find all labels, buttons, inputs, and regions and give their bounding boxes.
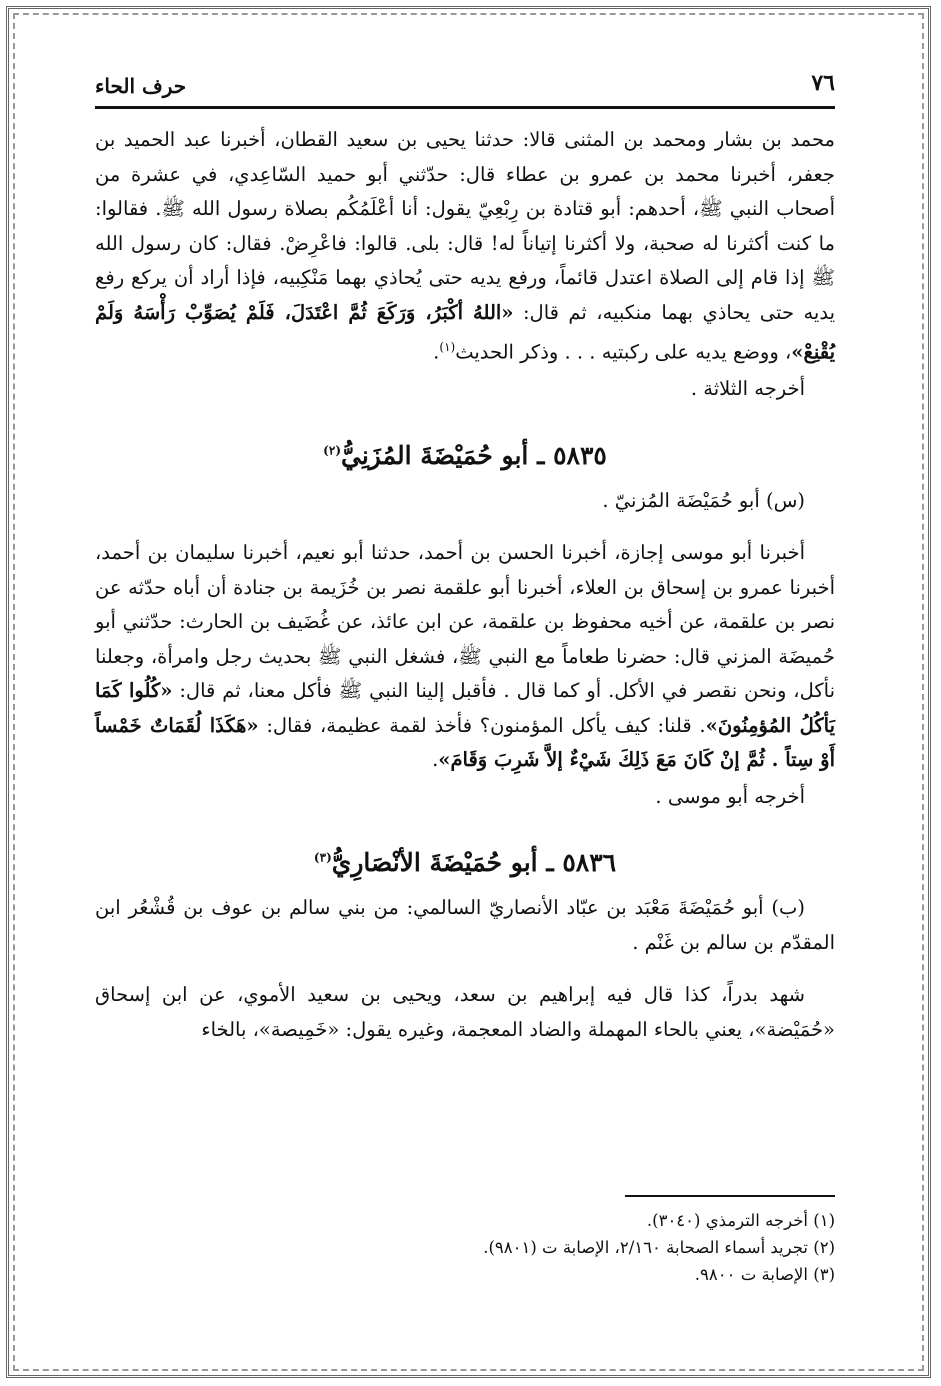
- footnote-mark-2: (٢): [323, 443, 341, 458]
- footnote-mark-3: (٣): [313, 850, 332, 865]
- entry-title-5836: [95, 848, 835, 877]
- page-header: [95, 70, 835, 109]
- intro-quote: «اللهُ أكْبَرُ، وَرَكَعَ ثُمَّ اعْتَدَلَ، فَلَمْ يُصَوِّبْ رَأْسَهُ وَلَمْ يُقْنِعْ»: [95, 300, 835, 364]
- entry-title-text: ٥٨٣٥ ـ أبو حُمَيْضَةَ المُزَنِيُّ: [341, 440, 607, 470]
- intro-source: أخرجه الثلاثة .: [690, 377, 805, 400]
- intro-tail: ، ووضع يديه على ركبتيه . . . وذكر الحديث: [455, 340, 792, 364]
- intro-paragraph: [95, 123, 835, 370]
- entry-body-end: .: [432, 748, 439, 771]
- intro-end: .: [433, 340, 440, 364]
- footnote-3: (٣) الإصابة ت ٩٨٠٠.: [694, 1265, 835, 1284]
- entry-title-text: ٥٨٣٦ ـ أبو حُمَيْضَةَ الأنْصَارِيُّ: [331, 848, 617, 877]
- entry-lead: (س) أبو حُمَيْضَة المُزنيّ .: [602, 488, 805, 512]
- page-number: ٧٦: [811, 70, 835, 96]
- footnotes: [95, 1195, 835, 1288]
- running-title: حرف الحاء: [95, 74, 187, 98]
- footnote-mark-1: (١): [439, 340, 456, 354]
- entry-body: شهد بدراً، كذا قال فيه إبراهيم بن سعد، ويحيى بن سعيد الأموي، عن ابن إسحاق «حُمَيْضة»، يعني بالحاء المهملة والضاد المعجمة، وغيره يقول: «خَمِيصة»، بالخاء: [95, 983, 835, 1041]
- entry-lead: (ب) أبو حُمَيْضَةَ مَعْبَد بن عبّاد الأنصاريّ السالمي: من بني سالم بن عوف بن قُشْعُر ابن المقدّم بن سالم بن غَنْم .: [95, 896, 835, 954]
- hadith-quote-2: «هَكَذَا لُقَمَاتٌ خَمْساً أَوْ سِتاً . ثُمَّ إنْ كَانَ مَعَ ذَلِكَ شَيْءٌ إلاَّ شَرِبَ وَقَامَ»: [95, 713, 835, 771]
- entry-body-mid: . قلنا: كيف يأكل المؤمنون؟ فأخذ لقمة عظيمة، فقال:: [266, 713, 706, 737]
- hadith-quote-1: «كُلُوا كَمَا يَأكُلُ المُؤمِنُونَ»: [95, 679, 836, 737]
- page-body: [95, 70, 835, 1047]
- entry-body: [95, 536, 835, 778]
- intro-text: محمد بن بشار ومحمد بن المثنى قالا: حدثنا يحيى بن سعيد القطان، أخبرنا عبد الحميد بن جعفر، أخبرنا محمد بن عمرو بن عطاء قال: حدّثني أبو حميد السّاعِدي، في عشرة من أصحاب النبي ﷺ، أحدهم: أبو قتادة بن رِبْعِيّ يقول: أنا أعْلَمُكُم بصلاة رسول الله ﷺ. فقالوا: ما كنت أكثرنا له صحبة، ولا أكثرنا إتياناً له! قال: بلى. قالوا: فاعْرِضْ. فقال: كان رسول الله ﷺ إذا قام إلى الصلاة اعتدل قائماً، ورفع يديه حتى يُحاذي بهما مَنْكِبيه، فإذا أراد أن يركع رفع يديه حتى يحاذي بهما منكبيه، ثم قال:: [95, 128, 835, 324]
- footnote-divider: [625, 1195, 835, 1197]
- footnote-1: (١) أخرجه الترمذي (٣٠٤٠).: [646, 1211, 835, 1230]
- entry-source: أخرجه أبو موسى .: [655, 784, 805, 808]
- entry-body-text: أخبرنا أبو موسى إجازة، أخبرنا الحسن بن أحمد، حدثنا أبو نعيم، أخبرنا سليمان بن أحمد، أخبرنا عمرو بن إسحاق بن العلاء، أخبرنا أبو علقمة نصر بن خُزَيمة بن جنادة أن أباه حدّثه عن نصر بن علقمة، عن أخيه محفوظ بن علقمة، عن ابن عائذ، عن غُضَيف بن الحارث: حدّثني أبو حُميضَة المزني قال: حضرنا طعاماً مع النبي ﷺ، فشغل النبي ﷺ بحديث رجل وامرأة، وجعلنا نأكل، ونحن نقصر في الأكل. أو كما قال . فأقبل إلينا النبي ﷺ فأكل معنا، ثم قال:: [95, 541, 835, 702]
- footnote-2: (٢) تجريد أسماء الصحابة ٢/١٦٠، الإصابة ت (٩٨٠١).: [483, 1238, 835, 1257]
- entry-title-5835: [95, 441, 835, 470]
